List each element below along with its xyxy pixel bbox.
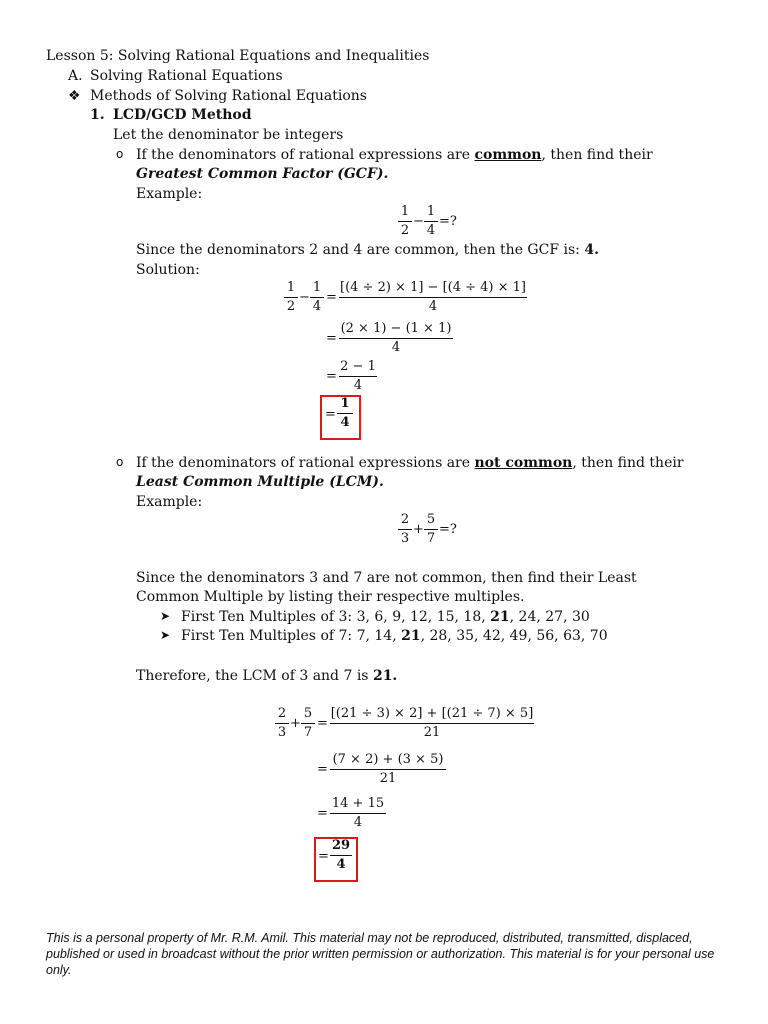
case1-statement — [136, 146, 653, 164]
case1-step1-lhs-op: − — [299, 290, 310, 305]
copyright-footer: This is a personal property of Mr. R.M. Amil. This material may not be reproduced, distributed, transmitted, displaced, published or used in broadcast without the prior written permission or authorization. This material is for your personal use only. — [46, 931, 715, 977]
case1-example-op: − — [413, 214, 424, 229]
case1-step1-lhs-b: 1 4 — [310, 280, 324, 315]
arrow-bullet-icon: ➤ — [160, 609, 171, 623]
arrow-bullet-icon: ➤ — [160, 628, 171, 642]
case2-reason-line1: Since the denominators 3 and 7 are not common, then find their Least — [136, 570, 637, 586]
case1-step2-rhs: (2 × 1) − (1 × 1) 4 — [340, 321, 452, 355]
intro-text: Let the denominator be integers — [113, 127, 344, 143]
section-a-label: Solving Rational Equations — [90, 68, 283, 84]
case1-step2-equals: = — [326, 331, 337, 346]
lesson-title: Lesson 5: Solving Rational Equations and Inequalities — [46, 48, 430, 64]
multiples-of-3: First Ten Multiples of 3: 3, 6, 9, 12, 15, 18, 21, 24, 27, 30 — [181, 609, 590, 625]
case2-step1-lhs-b: 5 7 — [301, 706, 315, 741]
case2-text-after: , then find their — [572, 455, 684, 471]
case1-method-name: Greatest Common Factor (GCF). — [136, 166, 389, 182]
case2-step1-equals: = — [317, 716, 328, 731]
case2-text-before: If the denominators of rational expressions are — [136, 455, 475, 471]
case2-method-name: Least Common Multiple (LCM). — [136, 474, 384, 490]
case2-answer-equals: = — [318, 849, 329, 864]
multiples-of-7-lcm: 21 — [401, 628, 421, 644]
case2-answer: 29 4 — [331, 838, 351, 872]
multiples-of-3-lcm: 21 — [490, 609, 510, 625]
case1-example-label: Example: — [136, 186, 203, 202]
case1-step1-equals: = — [326, 290, 337, 305]
case2-example-tail: =? — [439, 522, 457, 537]
case2-statement — [136, 454, 684, 472]
case2-conclusion-value: 21. — [372, 668, 398, 684]
case1-example-frac-a: 1 2 — [398, 204, 412, 239]
case1-text-after: , then find their — [541, 147, 653, 163]
case1-step1-lhs-a: 1 2 — [284, 280, 298, 315]
case1-reason-value: 4. — [584, 242, 599, 258]
case2-step1-rhs: [(21 ÷ 3) × 2] + [(21 ÷ 7) × 5] 21 — [330, 706, 534, 740]
case1-reason-text: Since the denominators 2 and 4 are common, then the GCF is: — [136, 242, 585, 258]
case1-example-tail: =? — [439, 214, 457, 229]
case2-step1-lhs-op: + — [290, 716, 301, 731]
case1-emphasis: common — [474, 147, 542, 163]
method1-marker: 1. — [90, 107, 105, 123]
case1-answer: 1 4 — [337, 396, 353, 431]
case2-example-op: + — [413, 522, 424, 537]
methods-label: Methods of Solving Rational Equations — [90, 88, 367, 104]
case2-step3-equals: = — [317, 806, 328, 821]
case1-solution-label: Solution: — [136, 262, 200, 278]
case2-step1-lhs-a: 2 3 — [275, 706, 289, 741]
case2-step2-rhs: (7 × 2) + (3 × 5) 21 — [330, 752, 446, 787]
circle-bullet-icon: o — [116, 147, 124, 161]
case2-example-frac-b: 5 7 — [424, 512, 438, 547]
method1-label: LCD/GCD Method — [113, 107, 252, 123]
case2-reason-line2: Common Multiple by listing their respective multiples. — [136, 589, 525, 605]
diamond-bullet-icon: ❖ — [68, 88, 81, 104]
circle-bullet-icon: o — [116, 455, 124, 469]
case2-step2-equals: = — [317, 762, 328, 777]
case1-reason — [136, 241, 599, 259]
multiples-of-7: First Ten Multiples of 7: 7, 14, 21, 28, 35, 42, 49, 56, 63, 70 — [181, 628, 608, 644]
case1-step1-rhs: [(4 ÷ 2) × 1] − [(4 ÷ 4) × 1] 4 — [340, 280, 526, 314]
case2-conclusion: Therefore, the LCM of 3 and 7 is 21. — [136, 668, 398, 684]
case1-text-before: If the denominators of rational expressions are — [136, 147, 475, 163]
case2-example-frac-a: 2 3 — [398, 512, 412, 547]
case2-example-label: Example: — [136, 494, 203, 510]
case1-step3-rhs: 2 − 1 4 — [340, 359, 376, 393]
case2-step3-rhs: 14 + 15 4 — [331, 796, 385, 830]
case1-step3-equals: = — [326, 369, 337, 384]
section-a-marker: A. — [68, 68, 83, 84]
case1-answer-equals: = — [325, 407, 336, 422]
case1-example-frac-b: 1 4 — [424, 204, 438, 239]
case2-emphasis: not common — [474, 455, 573, 471]
